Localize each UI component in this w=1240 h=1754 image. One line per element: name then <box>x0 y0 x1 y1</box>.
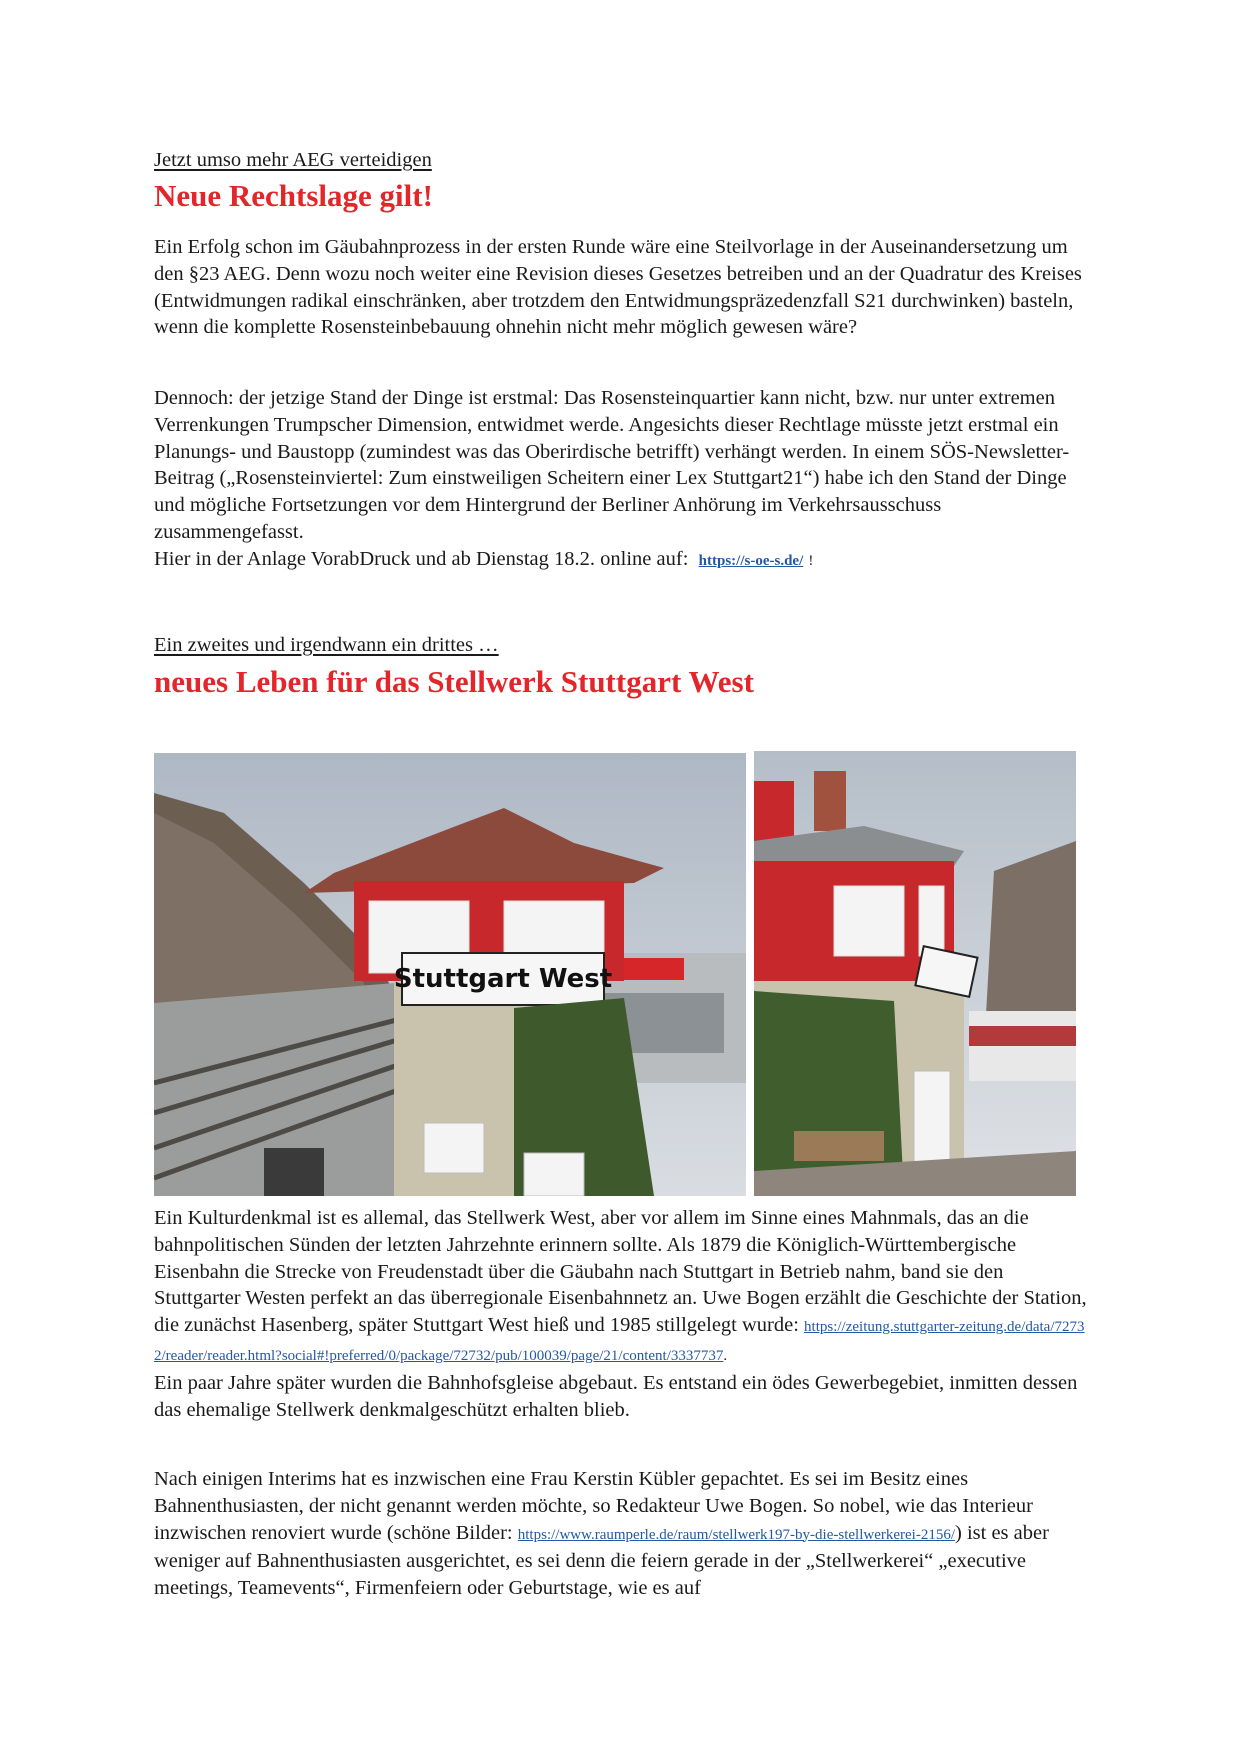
section1-headline: Neue Rechtslage gilt! <box>154 178 433 213</box>
paragraph-text: ! <box>808 552 814 569</box>
paragraph-text: Ein paar Jahre später wurden die Bahnhofsgleise abgebaut. Es entstand ein ödes Gewerbegebiet, inmitten dessen das ehemalige Stellwerk denkmalgeschützt erhalten blieb. <box>154 1371 1078 1421</box>
paragraph-text: . <box>723 1347 728 1364</box>
paragraph-text: Ein Kulturdenkmal ist es allemal, das Stellwerk West, aber vor allem im Sinne eines Mahnmals, das an die bahnpolitischen Sünden der letzten Jahrzehnte erinnern sollte. Als 1879 die Königlich-Württembergische Eisenbahn die Strecke von Freudenstadt über die Gäubahn nach Stuttgart in Betrieb nahm, band sie den Stuttgarter Westen perfekt an das überregionale Eisenbahnnetz an. Uwe Bogen erzählt die Geschichte der Station, die zunächst Hasenberg, später Stuttgart West hieß und 1985 stillgelegt wurde: <box>154 1207 1087 1337</box>
paragraph-with-link <box>154 1205 1094 1370</box>
paragraph-text: ) ist es aber weniger auf Bahnenthusiasten ausgerichtet, es sei denn die feiern gerade in der „Stellwerkerei“ „executive meetings, Teamevents“, Firmenfeiern oder Geburtstage, wie es auf <box>154 1521 1049 1600</box>
paragraph-text: Dennoch: der jetzige Stand der Dinge ist erstmal: Das Rosensteinquartier kann nicht, bzw. nur unter extremen Verrenkungen Trumpscher Dimension, entwidmet werde. Angesichts dieser Rechtlage müsste jetzt erstmal ein Planungs- und Baustopp (zumindest was das Oberirdische betrifft) verhängt werden. In einem SÖS-Newsletter-Beitrag („Rosensteinviertel: Zum einstweiligen Scheitern einer Lex Stuttgart21“) habe ich den Stand der Dinge und mögliche Fortsetzungen vor dem Hintergrund der Berliner Anhörung im Verkehrsausschuss zusammengefasst. <box>154 387 1070 543</box>
raumperle-link[interactable]: https://www.raumperle.de/raum/stellwerk197-by-die-stellwerkerei-2156/ <box>517 1526 955 1543</box>
paragraph-link-line <box>154 546 1094 575</box>
section2-kicker: Ein zweites und irgendwann ein drittes … <box>154 634 499 656</box>
section2-headline: neues Leben für das Stellwerk Stuttgart West <box>154 664 754 699</box>
paragraph-text: Nach einigen Interims hat es inzwischen eine Frau Kerstin Kübler gepachtet. Es sei im Besitz eines Bahnenthusiasten, der nicht genannt werden möchte, so Redakteur Uwe Bogen. So nobel, wie das Interieur inzwischen renoviert wurde (schöne Bilder: <box>154 1468 1033 1544</box>
section1-paragraph-1 <box>154 234 1094 341</box>
paragraph-text: Ein Erfolg schon im Gäubahnprozess in der ersten Runde wäre eine Steilvorlage in der Auseinandersetzung um den §23 AEG. Denn wozu noch weiter eine Revision dieses Gesetzes betreiben und an der Quadratur des Kreises (Entwidmungen radikal einschränken, aber trotzdem den Entwidmungspräzedenzfall S21 durchwinken) basteln, wenn die komplette Rosensteinbebauung ohnehin nicht mehr möglich gewesen wäre? <box>154 236 1082 339</box>
stellwerk-photo-front <box>154 753 746 1196</box>
paragraph-text: Hier in der Anlage VorabDruck und ab Dienstag 18.2. online auf: <box>154 547 689 570</box>
section2-paragraph-1 <box>154 1205 1094 1423</box>
paragraph-with-link <box>154 1466 1094 1602</box>
section2-paragraph-3 <box>154 1466 1094 1602</box>
section1-paragraph-2 <box>154 385 1094 575</box>
stuttgarter-zeitung-link[interactable]: https://zeitung.stuttgarter-zeitung.de/data/72732/reader/reader.html?social#!preferred/0/package/72732/pub/100039/page/21/content/3337737 <box>154 1319 1085 1364</box>
section1-kicker: Jetzt umso mehr AEG verteidigen <box>154 149 432 171</box>
soes-link[interactable]: https://s-oe-s.de/ <box>698 552 804 569</box>
station-sign-front: Stuttgart West <box>393 964 613 994</box>
stellwerk-photo-side <box>754 751 1076 1196</box>
